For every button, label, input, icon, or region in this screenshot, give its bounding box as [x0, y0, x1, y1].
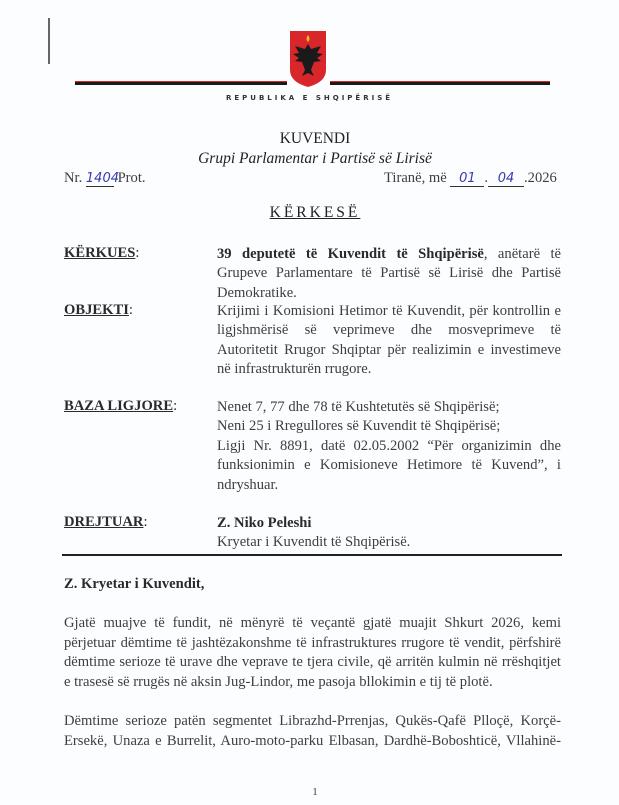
date-line: Tiranë, më 01 . 04 .2026: [384, 170, 557, 186]
date-month: 04: [488, 171, 524, 187]
document-title: [0, 204, 619, 222]
country-name: REPUBLIKA E SHQIPËRISË: [225, 94, 394, 102]
requester-bold: 39 deputetë të Kuvendit të Shqipërisë: [217, 246, 484, 262]
date-day: 01: [450, 171, 484, 187]
scan-mark: [48, 18, 50, 64]
nr-suffix: Prot.: [117, 170, 146, 186]
protocol-number: [64, 170, 146, 187]
addressee-name: Z. Niko Peleshi: [217, 515, 312, 531]
letterhead-rule-right: [330, 81, 550, 85]
header-divider: [62, 554, 562, 556]
field-label-drejtuar: DREJTUAR:: [64, 514, 148, 530]
addressee-title: Kryetar i Kuvendit të Shqipërisë.: [217, 534, 411, 551]
field-label-baza-ligjore: BAZA LIGJORE:: [64, 398, 178, 414]
field-label-kerkues: KËRKUES:: [64, 245, 140, 261]
field-label-objekti: OBJEKTI:: [64, 302, 133, 318]
body-paragraph-1: Gjatë muajve të fundit, në mënyrë të veçantë gjatë muajit Shkurt 2026, kemi përjetuar dëmtime të jashtëzakonshme të infrastruktures rrugore të vendit, përfshirë dëmtime serioze të urave dhe veprave te tjera civile, që arritën kulmin në rrëshqitjet e trasesë së rrugës në aksin Jug-Lindor, me pasoja bllokimin e tij të plotë.: [64, 615, 561, 690]
group-name: Grupi Parlamentar i Partisë së Lirisë: [198, 150, 432, 167]
nr-value: 1404: [85, 171, 119, 186]
letterhead-rule-left: [75, 81, 287, 85]
date-year: .2026: [524, 170, 557, 186]
institution-name: KUVENDI: [279, 130, 351, 147]
salutation: Z. Kryetar i Kuvendit,: [64, 576, 205, 592]
field-value-baza-ligjore: Nenet 7, 77 dhe 78 të Kushtetutës së Shqipërisë; Neni 25 i Rregullores së Kuvendit të Shqipërisë; Ligji Nr. 8891, datë 02.05.2002 “Për organizimin dhe funksionimin e Komisioneve Hetimore të Kuvend”, i ndryshuar.: [217, 399, 561, 493]
nr-prefix: Nr.: [64, 170, 83, 186]
body-paragraph-2: Dëmtime serioze patën segmentet Librazhd-Prrenjas, Qukës-Qafë Plloçë, Korçë-Ersekë, Unaza e Burrelit, Auro-moto-parku Elbasan, Dardhë-Boboshticë, Vllahinë-: [64, 713, 561, 749]
page-number: 1: [312, 786, 318, 798]
parliamentary-group: [0, 150, 619, 168]
title-text: KËRKESË: [269, 204, 361, 221]
field-value-drejtuar: [217, 514, 561, 553]
field-value-kerkues: 39 deputetë të Kuvendit të Shqipërisë, anëtarë të Grupeve Parlamentare të Partisë së Lirisë dhe Partisë Demokratike.: [217, 246, 561, 301]
field-value-objekti: Krijimi i Komisioni Hetimor të Kuvendit, për kontrollin e ligjshmërisë së veprimeve dhe mosveprimeve të Autoritetit Rrugor Shqiptar për realizimin e investimeve në infrastrukturën rrugore.: [217, 303, 561, 378]
place-label: Tiranë, më: [384, 170, 447, 186]
coat-of-arms-emblem: [289, 30, 327, 88]
